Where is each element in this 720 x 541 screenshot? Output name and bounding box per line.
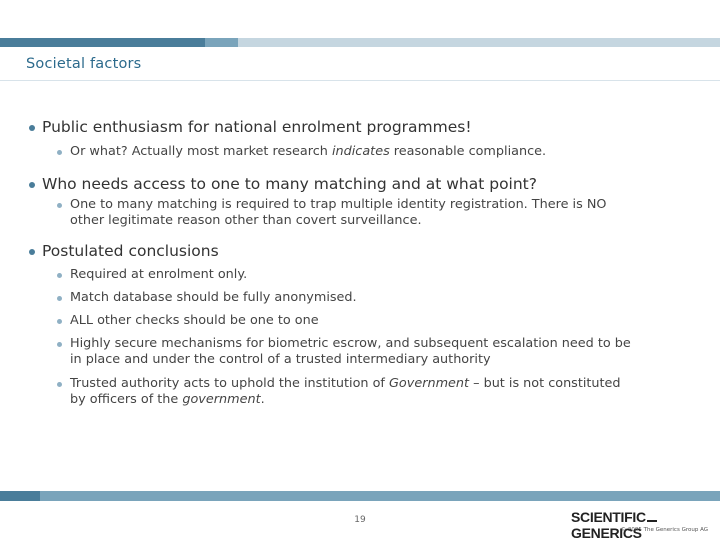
sub-bullet-3-5: Trusted authority acts to uphold the institution of Government – but is not constituted by officers of the government. [70, 376, 621, 407]
sub-bullet-1-1: Or what? Actually most market research indicates reasonable compliance. [70, 144, 547, 159]
bottom-bar-segment-dark [0, 491, 40, 501]
bullet-3-text: Postulated conclusions [42, 242, 219, 260]
sub-bullet-marker [57, 203, 62, 208]
sub-bullet-3-4: Highly secure mechanisms for biometric escrow, and subsequent escalation need to be in place and under the control of a trusted intermediary authority [70, 336, 631, 367]
copyright-notice: © 2005 The Generics Group AG [620, 527, 708, 533]
sub-bullet-marker [57, 150, 62, 155]
sub-bullet-3-1: Required at enrolment only. [70, 267, 248, 282]
sub-bullet-marker [57, 342, 62, 347]
top-bar-segment-light [238, 38, 720, 47]
sub-bullet-marker [57, 273, 62, 278]
sub-bullet-3-3: ALL other checks should be one to one [70, 313, 319, 328]
top-bar-segment-mid [205, 38, 238, 47]
top-accent-bar [0, 38, 720, 47]
sub-bullet-marker [57, 382, 62, 387]
bottom-bar-segment-light [40, 491, 720, 501]
sub-bullet-2-1: One to many matching is required to trap multiple identity registration. There is NO other legitimate reason other than covert surveillance. [70, 197, 607, 228]
bullet-marker [29, 249, 35, 255]
bullet-marker [29, 182, 35, 188]
title-divider [0, 80, 720, 81]
bottom-accent-bar [0, 491, 720, 501]
bullet-1-text: Public enthusiasm for national enrolment programmes! [42, 118, 472, 136]
company-logo: SCIENTIFICGENERICS [571, 509, 720, 541]
top-bar-segment-dark [0, 38, 205, 47]
logo-underscore [647, 520, 657, 522]
bullet-2-text: Who needs access to one to many matching and at what point? [42, 175, 537, 193]
sub-bullet-marker [57, 296, 62, 301]
page-number: 19 [354, 515, 366, 525]
bullet-marker [29, 125, 35, 131]
sub-bullet-marker [57, 319, 62, 324]
slide-title: Societal factors [26, 56, 142, 72]
sub-bullet-3-2: Match database should be fully anonymised. [70, 290, 357, 305]
